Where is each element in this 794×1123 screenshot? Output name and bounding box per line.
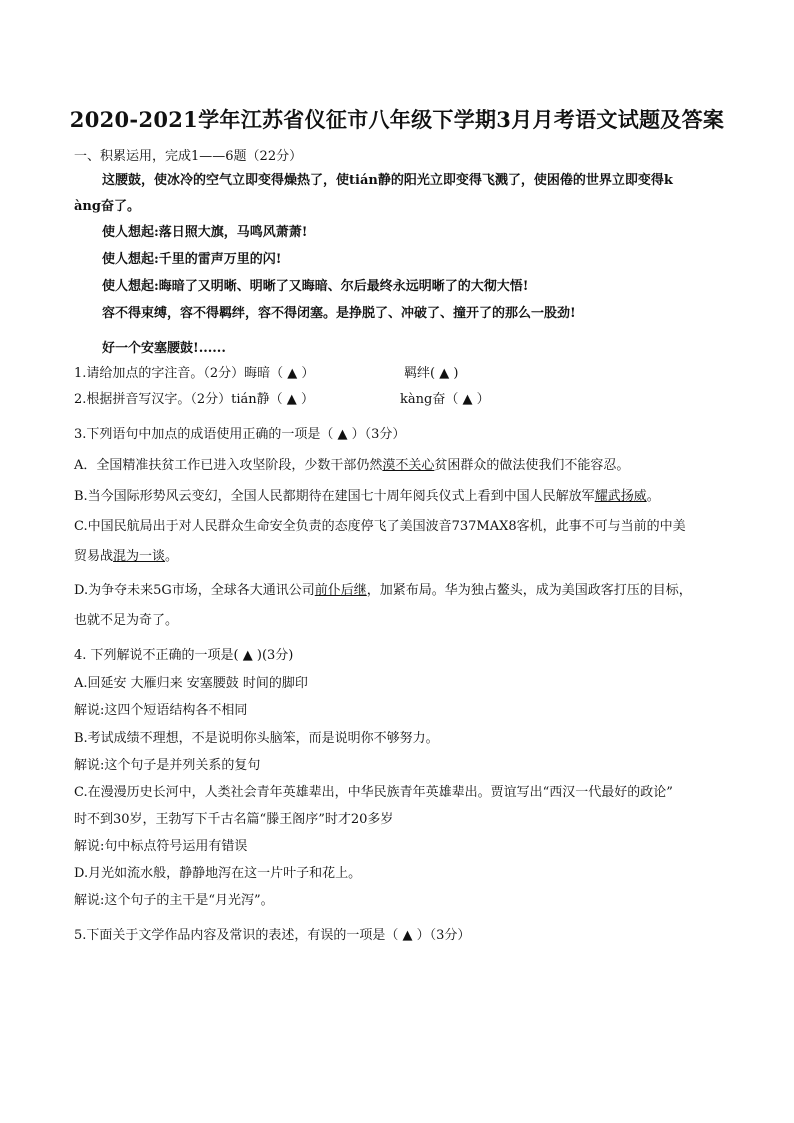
passage-line: 容不得束缚，容不得羁绊，容不得闭塞。是挣脱了、冲破了、撞开了的那么一股劲! [102,306,576,321]
question-1-text: 1.请给加点的字注音。（2分）晦暗（ ▲ ） [74,366,315,381]
option-b-text: B.当今国际形势风云变幻，全国人民都期待在建国七十周年阅兵仪式上看到中国人民解放军 [74,489,595,504]
passage-line: 使人想起:千里的雷声万里的闪! [102,252,282,267]
option-b-idiom: 耀武扬威 [594,489,647,504]
passage-line: àng奋了。 [74,199,140,214]
question-1 [74,365,459,383]
question-4-line: 解说:这四个短语结构各不相同 [74,703,248,718]
question-3-option-b [74,488,660,506]
question-3-option-c-cont [74,548,178,566]
passage-line: 这腰鼓，使冰冷的空气立即变得燥热了，使tián静的阳光立即变得飞溅了，使困倦的世界立即变得k [102,173,673,188]
question-2 [74,391,490,409]
question-3-option-a [74,457,629,475]
question-4-line: 时不到30岁，王勃写下千古名篇“滕王阁序”时才20多岁 [74,812,394,827]
question-2-text: 2.根据拼音写汉字。（2分）tián静（ ▲ ） [74,392,314,407]
option-a-text-end: 贫困群众的做法使我们不能容忍。 [434,458,630,473]
question-4-line: 解说:句中标点符号运用有错误 [74,839,248,854]
option-d-text: D.为争夺未来5G市场，全球各大通讯公司 [74,583,315,598]
question-1-text-2: 羁绊( ▲ ) [404,366,459,381]
question-4-stem: 4. 下列解说不正确的一项是( ▲ )(3分) [74,648,294,663]
passage-line: 好一个安塞腰鼓!...... [102,341,226,356]
option-b-text-end: 。 [646,489,660,504]
question-3-option-d [74,582,692,600]
option-c-text: 贸易战 [74,549,114,564]
option-a-text: A．全国精准扶贫工作已进入攻坚阶段，少数干部仍然 [74,458,383,473]
question-3-option-c: C.中国民航局出于对人民群众生命安全负责的态度停飞了美国波音737MAX8客机，此事不可与当前的中美 [74,519,686,534]
option-c-idiom: 混为一谈 [113,549,166,564]
option-a-idiom: 漠不关心 [382,458,435,473]
passage-line: 使人想起:晦暗了又明晰、明晰了又晦暗、尔后最终永远明晰了的大彻大悟! [102,279,529,294]
question-4-line: D.月光如流水般，静静地泻在这一片叶子和花上。 [74,866,362,881]
document-title: 2020-2021学年江苏省仪征市八年级下学期3月月考语文试题及答案 [69,107,725,132]
option-d-idiom: 前仆后继 [314,583,367,598]
question-3-stem: 3.下列语句中加点的成语使用正确的一项是（ ▲ ）（3分） [74,427,406,442]
question-5-stem: 5.下面关于文学作品内容及常识的表述，有误的一项是（ ▲ ）（3分） [74,928,471,943]
question-2-text-2: kàng奋（ ▲ ） [400,392,490,407]
question-4-line: B.考试成绩不理想，不是说明你头脑笨，而是说明你不够努力。 [74,731,439,746]
option-d-text-end: ，加紧布局。华为独占鳌头，成为美国政客打压的目标， [366,583,692,598]
question-4-line: 解说:这个句子是并列关系的复句 [74,758,261,773]
question-3-option-d-cont: 也就不足为奇了。 [74,613,179,628]
option-c-text-end: 。 [165,549,179,564]
question-4-line: A.回延安 大雁归来 安塞腰鼓 时间的脚印 [74,676,308,691]
question-4-line: C.在漫漫历史长河中，人类社会青年英雄辈出，中华民族青年英雄辈出。贾谊写出“西汉一代最好的政论” [74,785,673,800]
passage-line: 使人想起:落日照大旗，马鸣风萧萧! [102,225,308,240]
section-heading: 一、积累运用，完成1——6题（22分） [74,149,303,164]
question-4-line: 解说:这个句子的主干是“月光泻”。 [74,893,274,908]
